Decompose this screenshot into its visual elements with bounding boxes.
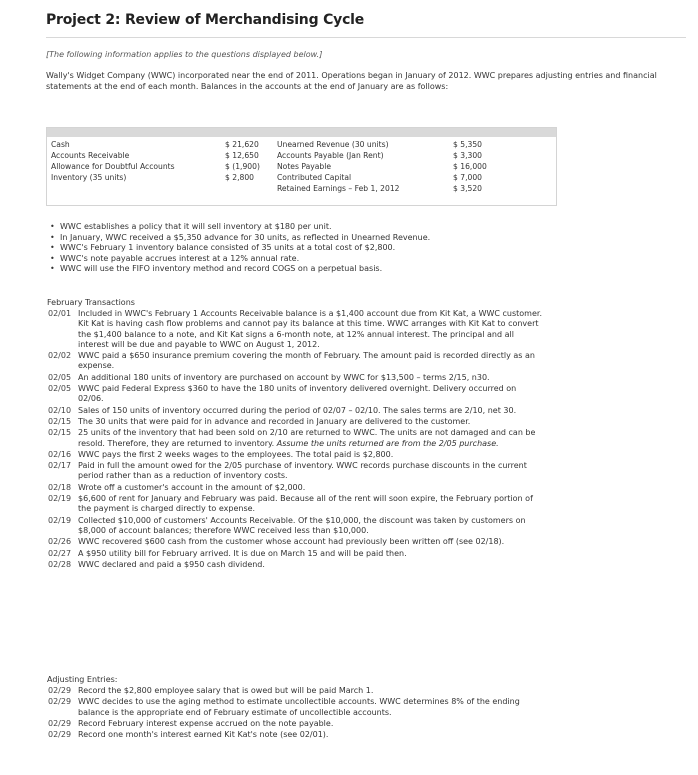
transaction-text: Record February interest expense accrued on the note payable. bbox=[78, 718, 334, 728]
account-amount: $ 12,650 bbox=[225, 151, 259, 160]
transaction-row bbox=[48, 384, 542, 405]
transaction-row bbox=[48, 483, 542, 493]
account-name: Retained Earnings – Feb 1, 2012 bbox=[277, 184, 400, 193]
transaction-description bbox=[78, 406, 542, 416]
transaction-description bbox=[78, 309, 542, 350]
feb-transactions-heading: February Transactions bbox=[47, 298, 135, 307]
transaction-row bbox=[48, 309, 542, 350]
transaction-description bbox=[78, 483, 542, 493]
transaction-description bbox=[78, 373, 542, 383]
transaction-date: 02/16 bbox=[48, 449, 72, 459]
transaction-row bbox=[48, 417, 542, 427]
account-amount: $ 3,520 bbox=[453, 184, 482, 193]
balance-row bbox=[47, 150, 513, 161]
transaction-date: 02/18 bbox=[48, 482, 72, 492]
policy-bullet: • WWC's February 1 inventory balance consisted of 35 units at a total cost of $2,800. bbox=[50, 243, 680, 254]
policy-bullet-list bbox=[50, 222, 680, 275]
transaction-text: 25 units of the inventory that had been sold on 2/10 are returned to WWC. The units are not damaged and can be resold. Therefore, they are returned to inventory. bbox=[78, 428, 536, 448]
transaction-date: 02/29 bbox=[48, 730, 72, 740]
instruction-note: [The following information applies to the questions displayed below.] bbox=[46, 50, 323, 59]
account-name: Allowance for Doubtful Accounts bbox=[51, 162, 175, 171]
transaction-text: Wrote off a customer's account in the amount of $2,000. bbox=[78, 482, 306, 492]
transaction-description bbox=[78, 537, 542, 547]
transaction-text: WWC declared and paid a $950 cash dividend. bbox=[78, 559, 265, 569]
transaction-date: 02/19 bbox=[48, 494, 72, 504]
transaction-date: 02/15 bbox=[48, 428, 72, 438]
transaction-date: 02/29 bbox=[48, 686, 72, 695]
transaction-date: 02/05 bbox=[48, 372, 72, 382]
transaction-description bbox=[78, 428, 542, 449]
transaction-description bbox=[78, 560, 542, 570]
transaction-row bbox=[48, 406, 542, 416]
transaction-row bbox=[48, 450, 542, 460]
transaction-row bbox=[48, 730, 542, 740]
transaction-text: A $950 utility bill for February arrived. It is due on March 15 and will be paid then. bbox=[78, 548, 407, 558]
transaction-description bbox=[78, 461, 542, 482]
intro-paragraph: Wally's Widget Company (WWC) incorporated near the end of 2011. Operations began in January of 2012. WWC prepares adjusting entries and financial statements at the end of each month. Balances in the accounts at the end of January are as follows: bbox=[46, 71, 657, 91]
transaction-description bbox=[78, 450, 542, 460]
transaction-text: Record one month's interest earned Kit Kat's note (see 02/01). bbox=[78, 730, 329, 740]
account-name: Unearned Revenue (30 units) bbox=[277, 140, 389, 149]
transaction-row bbox=[48, 686, 542, 696]
account-name bbox=[47, 183, 225, 194]
transaction-row bbox=[48, 494, 542, 515]
adjusting-entries-heading: Adjusting Entries: bbox=[47, 675, 118, 684]
account-amount: $ 5,350 bbox=[453, 140, 482, 149]
account-name: Cash bbox=[51, 140, 70, 149]
transaction-text: The 30 units that were paid for in advance and recorded in January are delivered to the customer. bbox=[78, 416, 471, 426]
transaction-text: An additional 180 units of inventory are purchased on account by WWC for $13,500 – terms 2/15, n30. bbox=[78, 372, 490, 382]
account-amount: $ 21,620 bbox=[225, 140, 259, 149]
transaction-date: 02/26 bbox=[48, 537, 72, 547]
title-divider bbox=[46, 37, 686, 38]
transaction-text: Included in WWC's February 1 Accounts Receivable balance is a $1,400 account due from Kit Kat, a WWC customer. Kit Kat is having cash flow problems and cannot pay its balance at this time. WWC arranges with Kit Kat to convert the $1,400 balance to a note, and Kit Kat signs a 6-month note, at 12% annual interest. The principal and all interest will be due and payable to WWC on August 1, 2012. bbox=[78, 309, 542, 349]
transaction-date: 02/02 bbox=[48, 351, 72, 361]
balance-row bbox=[47, 161, 513, 172]
transaction-date: 02/05 bbox=[48, 384, 72, 394]
transaction-description bbox=[78, 351, 542, 372]
account-name: Accounts Receivable bbox=[51, 151, 130, 160]
transaction-description bbox=[78, 417, 542, 427]
transaction-row bbox=[48, 719, 542, 729]
policy-bullet: • WWC's note payable accrues interest at a 12% annual rate. bbox=[50, 254, 680, 265]
account-amount: $ 3,300 bbox=[453, 151, 482, 160]
transaction-text: WWC paid a $650 insurance premium covering the month of February. The amount paid is recorded directly as an expense. bbox=[78, 351, 535, 371]
account-amount bbox=[225, 183, 277, 194]
balances-table bbox=[47, 139, 513, 194]
transaction-date: 02/27 bbox=[48, 548, 72, 558]
transaction-row bbox=[48, 428, 542, 449]
transaction-date: 02/01 bbox=[48, 309, 72, 318]
transaction-row bbox=[48, 351, 542, 372]
transaction-text: Sales of 150 units of inventory occurred during the period of 02/07 – 02/10. The sales terms are 2/10, net 30. bbox=[78, 405, 517, 415]
transaction-description bbox=[78, 384, 542, 405]
balance-row bbox=[47, 172, 513, 183]
transaction-date: 02/19 bbox=[48, 515, 72, 525]
adjusting-entries-list bbox=[48, 686, 542, 741]
account-amount: $ 7,000 bbox=[453, 173, 482, 182]
transaction-row bbox=[48, 560, 542, 570]
account-name: Contributed Capital bbox=[277, 173, 352, 182]
transaction-description bbox=[78, 686, 542, 696]
transaction-row bbox=[48, 549, 542, 559]
account-amount: $ 2,800 bbox=[225, 173, 254, 182]
transaction-description bbox=[78, 494, 542, 515]
page-title: Project 2: Review of Merchandising Cycle bbox=[46, 12, 365, 28]
transaction-description bbox=[78, 697, 542, 718]
transaction-text: WWC recovered $600 cash from the customer whose account had previously been written off (see 02/18). bbox=[78, 537, 505, 547]
transaction-text: Collected $10,000 of customers' Accounts Receivable. Of the $10,000, the discount was taken by customers on $8,000 of account balances; therefore WWC received less than $10,000. bbox=[78, 515, 526, 535]
account-name: Notes Payable bbox=[277, 162, 331, 171]
transaction-text: Record the $2,800 employee salary that is owed but will be paid March 1. bbox=[78, 686, 374, 695]
policy-bullet: • In January, WWC received a $5,350 advance for 30 units, as reflected in Unearned Revenue. bbox=[50, 233, 680, 244]
transaction-row bbox=[48, 697, 542, 718]
account-amount: $ (1,900) bbox=[225, 162, 260, 171]
transaction-description bbox=[78, 730, 542, 740]
transaction-description bbox=[78, 516, 542, 537]
transaction-date: 02/10 bbox=[48, 405, 72, 415]
account-amount: $ 16,000 bbox=[453, 162, 487, 171]
transaction-date: 02/29 bbox=[48, 697, 72, 707]
transaction-description bbox=[78, 719, 542, 729]
transaction-description bbox=[78, 549, 542, 559]
balance-row bbox=[47, 139, 513, 150]
balance-row bbox=[47, 183, 513, 194]
account-name: Inventory (35 units) bbox=[51, 173, 127, 182]
transaction-row bbox=[48, 373, 542, 383]
policy-bullet: • WWC will use the FIFO inventory method and record COGS on a perpetual basis. bbox=[50, 264, 680, 275]
transaction-text: WWC paid Federal Express $360 to have the 180 units of inventory delivered overnight. Delivery occurred on 02/06. bbox=[78, 384, 517, 404]
transaction-date: 02/17 bbox=[48, 461, 72, 471]
policy-bullet: • WWC establishes a policy that it will sell inventory at $180 per unit. bbox=[50, 222, 680, 233]
transaction-row bbox=[48, 461, 542, 482]
transaction-row bbox=[48, 516, 542, 537]
account-name: Accounts Payable (Jan Rent) bbox=[277, 151, 384, 160]
transaction-text: WWC decides to use the aging method to estimate uncollectible accounts. WWC determines 8% of the ending balance is the appropriate end of February estimate of uncollectible accounts. bbox=[78, 697, 520, 717]
transaction-date: 02/29 bbox=[48, 718, 72, 728]
transaction-text: WWC pays the first 2 weeks wages to the employees. The total paid is $2,800. bbox=[78, 449, 394, 459]
transaction-date: 02/28 bbox=[48, 559, 72, 569]
balances-table-box bbox=[46, 127, 557, 206]
table-header-band bbox=[47, 128, 556, 137]
transaction-row bbox=[48, 537, 542, 547]
feb-transactions-list bbox=[48, 309, 542, 571]
transaction-date: 02/15 bbox=[48, 416, 72, 426]
transaction-text: $6,600 of rent for January and February was paid. Because all of the rent will soon expire, the February portion of the payment is charged directly to expense. bbox=[78, 494, 533, 514]
transaction-text: Paid in full the amount owed for the 2/05 purchase of inventory. WWC records purchase discounts in the current period rather than as a reduction of inventory costs. bbox=[78, 461, 527, 481]
transaction-assumption: Assume the units returned are from the 2/05 purchase. bbox=[276, 438, 499, 448]
